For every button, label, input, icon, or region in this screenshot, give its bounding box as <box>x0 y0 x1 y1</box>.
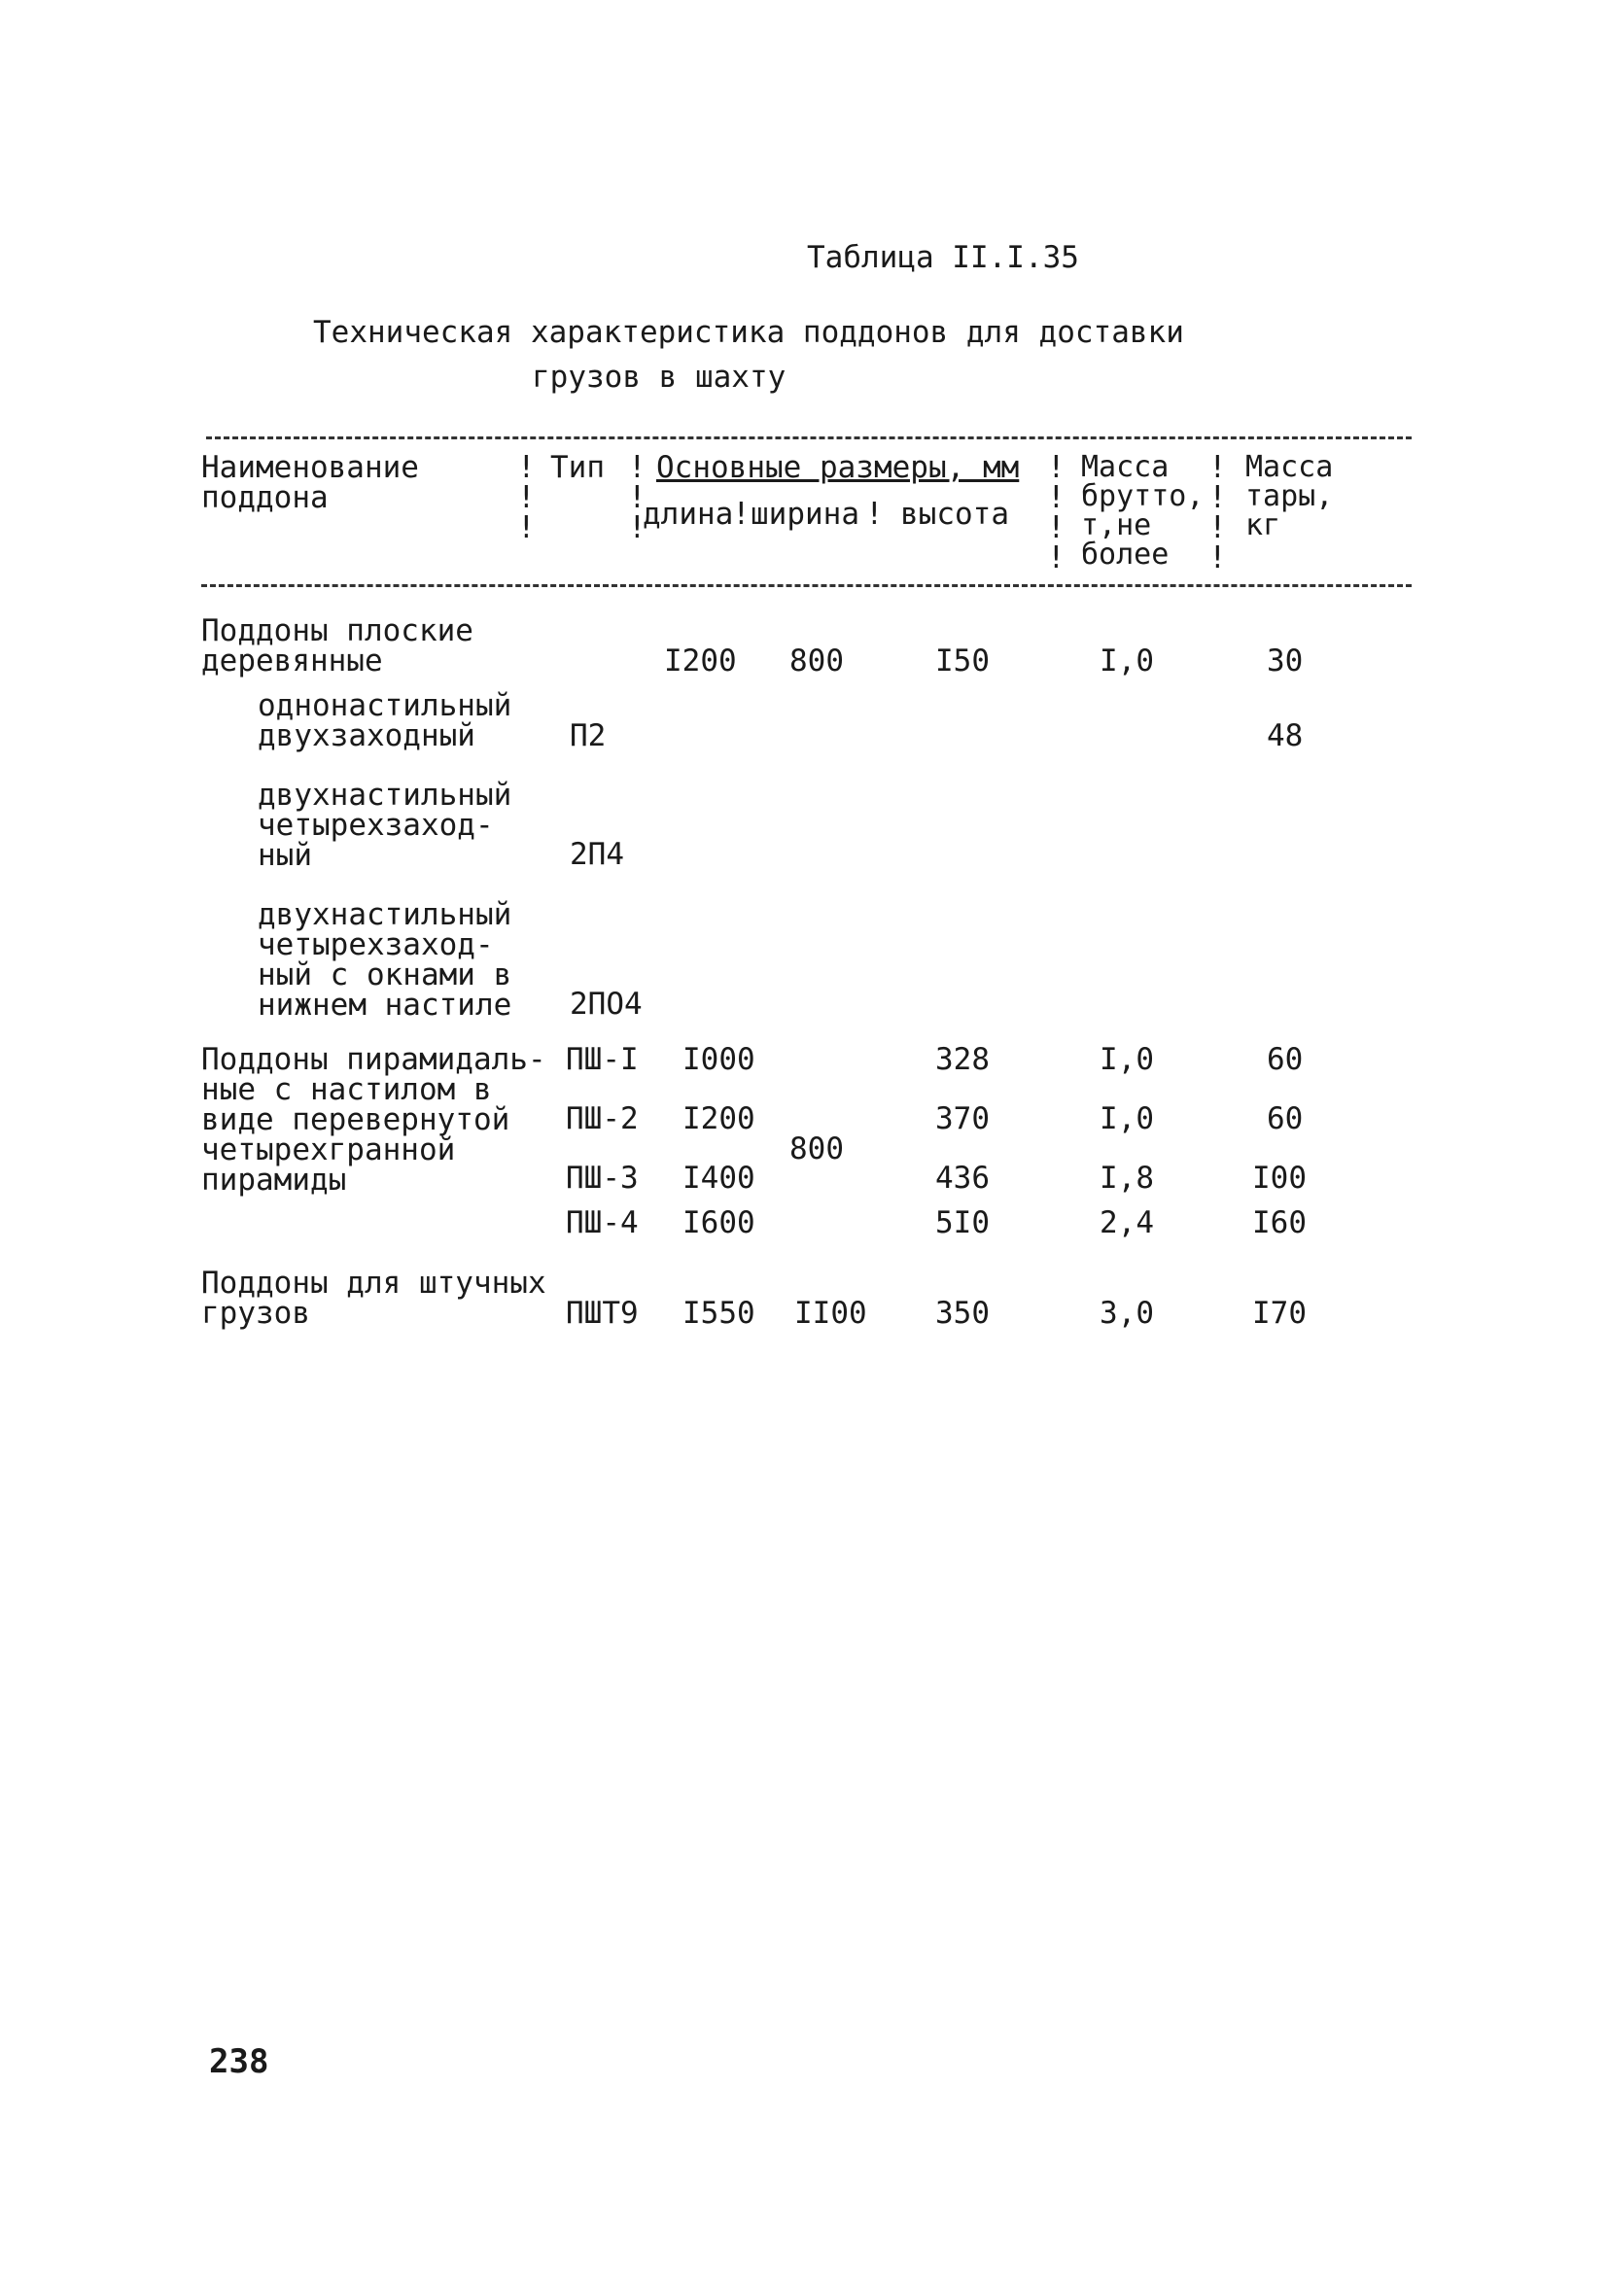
header-main-dims: Основные размеры, мм <box>656 450 1020 485</box>
cell-length: I200 <box>664 644 737 678</box>
header-height: высота <box>900 497 1009 532</box>
header-separator: ! ! ! ! <box>1208 450 1227 575</box>
cell-tare: I60 <box>1252 1205 1307 1240</box>
cell-type: 2ПО4 <box>570 987 643 1022</box>
header-gross-mass: Масса брутто, т,не более <box>1081 450 1205 572</box>
cell-tare: I00 <box>1252 1161 1307 1196</box>
table-title-line1: Техническая характеристика поддонов для доставки <box>313 315 1184 350</box>
cell-length: I000 <box>682 1042 755 1077</box>
table-top-rule <box>206 436 1412 439</box>
cell-height: 370 <box>935 1101 990 1136</box>
cell-gross: I,0 <box>1100 644 1154 678</box>
header-length: длина <box>643 497 734 532</box>
cell-gross: 2,4 <box>1100 1205 1154 1240</box>
group-piece-name: Поддоны для штучных грузов <box>201 1266 546 1331</box>
subitem-name: однонастильный двухзаходный <box>258 688 512 753</box>
header-separator: ! <box>732 497 751 532</box>
header-separator: ! ! ! <box>628 450 647 545</box>
cell-height: 350 <box>935 1296 990 1331</box>
cell-tare: 60 <box>1267 1101 1304 1136</box>
cell-type: 2П4 <box>570 837 624 872</box>
header-separator: ! ! ! ! <box>1047 450 1066 575</box>
header-bottom-rule <box>201 584 1412 587</box>
cell-gross: I,0 <box>1100 1101 1154 1136</box>
header-type: Тип <box>550 450 605 485</box>
cell-type: ПШ-4 <box>566 1205 639 1240</box>
cell-height: 5I0 <box>935 1205 990 1240</box>
subitem-name: двухнастильный четырехзаход- ный с окнами в нижнем настиле <box>258 897 512 1023</box>
cell-type: ПШ-2 <box>566 1101 639 1136</box>
cell-gross: I,0 <box>1100 1042 1154 1077</box>
cell-type: ПШТ9 <box>566 1296 639 1331</box>
cell-height: 328 <box>935 1042 990 1077</box>
cell-tare: 30 <box>1267 644 1304 678</box>
cell-length: I400 <box>682 1161 755 1196</box>
group-flat-name: Поддоны плоские деревянные <box>201 613 473 678</box>
header-separator: ! <box>865 497 884 532</box>
cell-tare: I70 <box>1252 1296 1307 1331</box>
cell-length: I550 <box>682 1296 755 1331</box>
cell-width: II00 <box>794 1296 867 1331</box>
subitem-name: двухнастильный четырехзаход- ный <box>258 778 512 873</box>
cell-type: ПШ-I <box>566 1042 639 1077</box>
cell-tare: 48 <box>1267 718 1304 753</box>
cell-gross: I,8 <box>1100 1161 1154 1196</box>
table-title-line2: грузов в шахту <box>532 360 787 395</box>
cell-type: П2 <box>570 718 607 753</box>
cell-tare: 60 <box>1267 1042 1304 1077</box>
cell-height: 436 <box>935 1161 990 1196</box>
cell-height: I50 <box>935 644 990 678</box>
cell-gross: 3,0 <box>1100 1296 1154 1331</box>
header-name: Наименование поддона <box>201 450 419 515</box>
table-label: Таблица II.I.35 <box>807 240 1079 275</box>
cell-length: I200 <box>682 1101 755 1136</box>
header-separator: ! ! ! <box>517 450 536 545</box>
cell-type: ПШ-3 <box>566 1161 639 1196</box>
cell-width: 800 <box>789 1131 844 1166</box>
header-tare-mass: Масса тары, кг <box>1245 450 1334 542</box>
group-pyramid-name: Поддоны пирамидаль- ные с настилом в виде перевернутой четырехгранной пирамиды <box>201 1042 546 1198</box>
page-number: 238 <box>209 2042 269 2081</box>
cell-width: 800 <box>789 644 844 678</box>
cell-length: I600 <box>682 1205 755 1240</box>
header-width: ширина <box>751 497 859 532</box>
